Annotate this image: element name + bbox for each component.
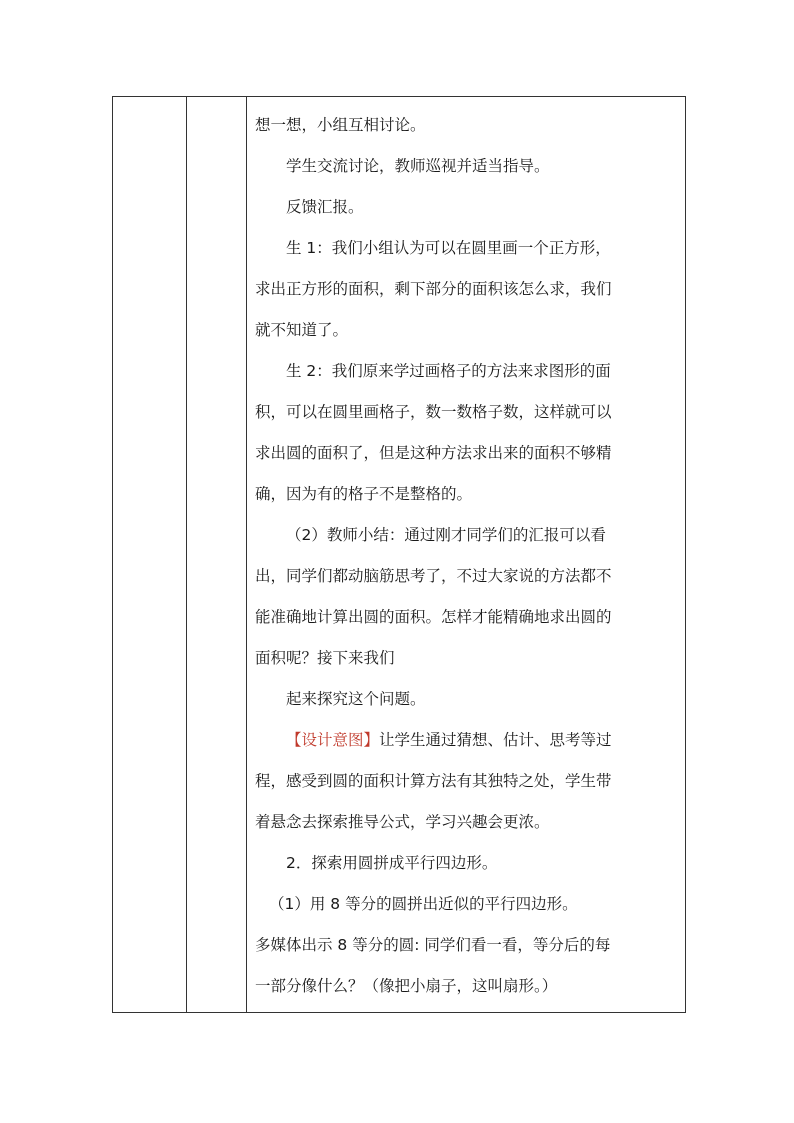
text-line: （2）教师小结：通过刚才同学们的汇报可以看 [286, 526, 606, 544]
text-line: 就不知道了。 [255, 321, 349, 339]
design-intent-label: 【设计意图】 [286, 731, 380, 749]
text-line: 多媒体出示 8 等分的圆: 同学们看一看，等分后的每 [255, 936, 611, 954]
text-line: （1）用 8 等分的圆拼出近似的平行四边形。 [269, 895, 578, 913]
text-line: 反馈汇报。 [286, 198, 364, 216]
text-line: 程，感受到圆的面积计算方法有其独特之处，学生带 [255, 772, 612, 790]
section-heading: 2．探索用圆拼成平行四边形。 [286, 854, 498, 872]
time-column-cell [187, 97, 247, 1013]
text-line: 想一想，小组互相讨论。 [255, 116, 426, 134]
design-intent-text: 让学生通过猜想、估计、思考等过 [379, 731, 612, 749]
text-line: 生 2：我们原来学过画格子的方法来求图形的面 [286, 362, 611, 380]
text-line: 学生交流讨论，教师巡视并适当指导。 [286, 157, 550, 175]
text-line: 求出正方形的面积，剩下部分的面积该怎么求，我们 [255, 280, 612, 298]
design-intent-line [255, 720, 681, 761]
text-line: 确，因为有的格子不是整格的。 [255, 485, 473, 503]
content-column-cell [247, 97, 686, 1013]
text-line: 求出圆的面积了，但是这种方法求出来的面积不够精 [255, 444, 612, 462]
text-line: 起来探究这个问题。 [286, 690, 426, 708]
text-line: 着悬念去探索推导公式，学习兴趣会更浓。 [255, 813, 550, 831]
lesson-plan-table [112, 96, 686, 1013]
stage-column-cell [113, 97, 187, 1013]
text-line: 出，同学们都动脑筋思考了，不过大家说的方法都不 [255, 567, 612, 585]
text-line: 一部分像什么？（像把小扇子，这叫扇形。） [255, 977, 558, 995]
text-line: 生 1：我们小组认为可以在圆里画一个正方形， [286, 239, 611, 257]
text-line: 面积呢？接下来我们 [255, 649, 395, 667]
text-line: 积，可以在圆里画格子，数一数格子数，这样就可以 [255, 403, 612, 421]
lesson-content [247, 97, 685, 1007]
text-line: 能准确地计算出圆的面积。怎样才能精确地求出圆的 [255, 608, 612, 626]
